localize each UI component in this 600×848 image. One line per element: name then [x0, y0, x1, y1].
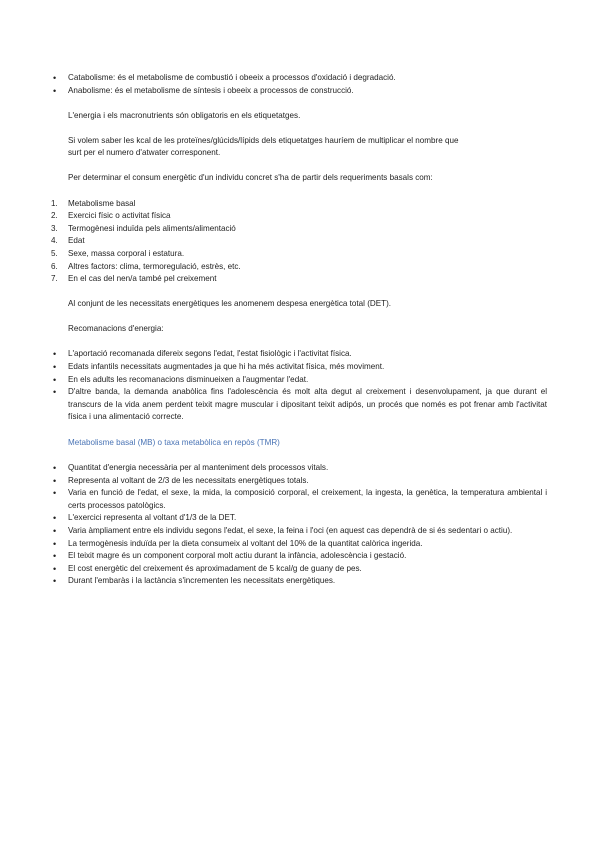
numbered-item [51, 261, 547, 274]
item-text: Termogènesi induïda pels aliments/alimentació [68, 223, 236, 233]
item-number: 4. [51, 236, 58, 246]
list-item: • En els adults les recomanacions disminueixen a l'augmentar l'edat. [51, 374, 547, 387]
item-number: 1. [51, 198, 58, 208]
metabolism-types-list [51, 72, 547, 97]
numbered-item [51, 210, 547, 223]
paragraph: L'energia i els macronutrients són obligatoris en els etiquetatges. [68, 110, 301, 120]
item-number: 7. [51, 274, 58, 284]
item-number: 6. [51, 261, 58, 271]
list-item: • El cost energètic del creixement és aproximadament de 5 kcal/g de guany de pes. [51, 563, 547, 576]
requirements-list [51, 198, 547, 286]
item-number: 2. [51, 211, 58, 221]
item-text: Altres factors: clima, termoregulació, estrès, etc. [68, 261, 241, 271]
paragraph: Al conjunt de les necessitats energètiques les anomenem despesa energètica total (DET). [68, 299, 392, 309]
paragraph-line: surt per el numero d'atwater corresponent. [68, 148, 221, 158]
numbered-item [51, 235, 547, 248]
item-text: Sexe, massa corporal i estatura. [68, 248, 185, 258]
list-item: • Varia en funció de l'edat, el sexe, la mida, la composició corporal, el creixement, la ingesta, la genètica, la temperatura ambiental i certs processos patològics. [51, 487, 547, 512]
numbered-item [51, 248, 547, 261]
list-item: • Durant l'embaràs i la lactància s'incrementen les necessitats energètiques. [51, 575, 547, 588]
list-item: • Varia àmpliament entre els individu segons l'edat, el sexe, la feina i l'oci (en aquest cas dependrà de si és sedentari o actiu). [51, 525, 547, 538]
paragraph-line: Si volem saber les kcal de les proteïnes/glúcids/lípids dels etiquetatges hauríem de multiplicar el nombre que [68, 135, 459, 145]
list-item: • D'altre banda, la demanda anabòlica fins l'adolescència és molt alta degut al creixement i desenvolupament, ja que durant el transcurs de la vida anem perdent teixit magre muscular i dipositant teixit adipós, un procés que només es pot frenar amb l'activitat física i una alimentació correcte. [51, 386, 547, 424]
energy-recommendations-list [51, 348, 547, 424]
list-item: • Catabolisme: és el metabolisme de combustió i obeeix a processos d'oxidació i degradació. [51, 72, 547, 85]
list-item: • Quantitat d'energia necessària per al manteniment dels processos vitals. [51, 462, 547, 475]
item-number: 5. [51, 248, 58, 258]
list-item: • Representa al voltant de 2/3 de les necessitats energètiques totals. [51, 475, 547, 488]
list-item: • L'exercici representa al voltant d'1/3 de la DET. [51, 512, 547, 525]
paragraph: Per determinar el consum energètic d'un individu concret s'ha de partir dels requeriments basals com: [68, 173, 433, 183]
numbered-item [51, 198, 547, 211]
list-item: • La termogènesis induïda per la dieta consumeix al voltant del 10% de la quantitat calòrica ingerida. [51, 538, 547, 551]
list-item: • L'aportació recomanada difereix segons l'edat, l'estat fisiològic i l'activitat física. [51, 348, 547, 361]
section-heading: Metabolisme basal (MB) o taxa metabòlica en repòs (TMR) [68, 437, 280, 447]
numbered-item [51, 273, 547, 286]
list-item: • Edats infantils necessitats augmentades ja que hi ha més activitat física, més moviment. [51, 361, 547, 374]
item-text: En el cas del nen/a també pel creixement [68, 274, 217, 284]
list-item: • Anabolisme: és el metabolisme de síntesis i obeeix a processos de construcció. [51, 85, 547, 98]
item-number: 3. [51, 223, 58, 233]
paragraph [51, 135, 547, 160]
item-text: Metabolisme basal [68, 198, 136, 208]
item-text: Edat [68, 236, 85, 246]
basal-metabolism-list [51, 462, 547, 588]
item-text: Exercici físic o activitat física [68, 211, 171, 221]
paragraph: Recomanacions d'energia: [68, 324, 164, 334]
document-body [51, 72, 547, 588]
list-item: • El teixit magre és un component corporal molt actiu durant la infància, adolescència i gestació. [51, 550, 547, 563]
numbered-item [51, 223, 547, 236]
